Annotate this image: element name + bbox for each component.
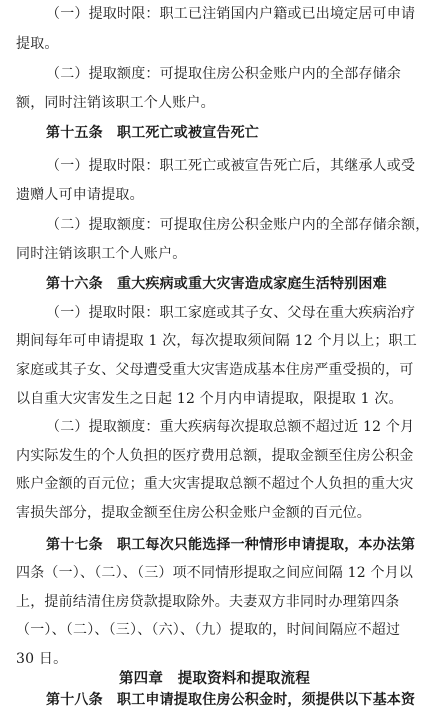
article-heading: 第十六条 重大疾病或重大灾害造成家庭生活特别困难 — [46, 276, 387, 292]
text-line: 家庭或其子女、父母遭受重大灾害造成基本住房严重受损的，可 — [16, 362, 414, 378]
text-line: （一）提取时限：职工死亡或被宣告死亡后，其继承人或受 — [46, 158, 416, 174]
text-line: （一）提取时限：职工家庭或其子女、父母在重大疾病治疗 — [46, 305, 416, 321]
chapter-heading: 第四章 提取资料和提取流程 — [118, 670, 311, 687]
article-heading: 第十七条 职工每次只能选择一种情形申请提取，本办法第 — [46, 537, 416, 553]
text-line: 害损失部分，提取金额至住房公积金账户金额的百元位。 — [16, 505, 371, 521]
text-line: 四条（一）、（二）、（三）项不同情形提取之间应间隔 12 个月以 — [16, 565, 414, 581]
text-line: 30 日。 — [16, 651, 68, 667]
text-line: 内实际发生的个人负担的医疗费用总额，提取金额至住房公积金 — [16, 448, 414, 464]
text-line: （二）提取额度：可提取住房公积金账户内的全部存储余额， — [46, 217, 429, 233]
text-line: （一）提取时限：职工已注销国内户籍或已出境定居可申请 — [46, 6, 416, 22]
article-heading: 第十五条 职工死亡或被宣告死亡 — [46, 125, 259, 141]
text-line: 额，同时注销该职工个人账户。 — [16, 95, 215, 111]
text-line: （一）、（二）、（三）、（六）、（九）提取的，时间间隔应不超过 — [16, 622, 401, 638]
text-line: （二）提取额度：可提取住房公积金账户内的全部存储余 — [46, 66, 401, 82]
text-line: 以自重大灾害发生之日起 12 个月内申请提取，限提取 1 次。 — [16, 391, 403, 407]
text-line: 期间每年可申请提取 1 次，每次提取须间隔 12 个月以上；职工 — [16, 333, 417, 349]
text-line: （二）提取额度：重大疾病每次提取总额不超过近 12 个月 — [46, 419, 415, 435]
article-heading: 第十八条 职工申请提取住房公积金时，须提供以下基本资 — [46, 692, 416, 708]
text-line: 同时注销该职工个人账户。 — [16, 246, 187, 262]
text-line: 提取。 — [16, 36, 59, 52]
text-line: 账户金额的百元位；重大灾害提取总额不超过个人负担的重大灾 — [16, 476, 414, 492]
text-line: 遗赠人可申请提取。 — [16, 187, 144, 203]
text-line: 上，提前结清住房贷款提取除外。夫妻双方非同时办理第四条 — [16, 594, 400, 610]
